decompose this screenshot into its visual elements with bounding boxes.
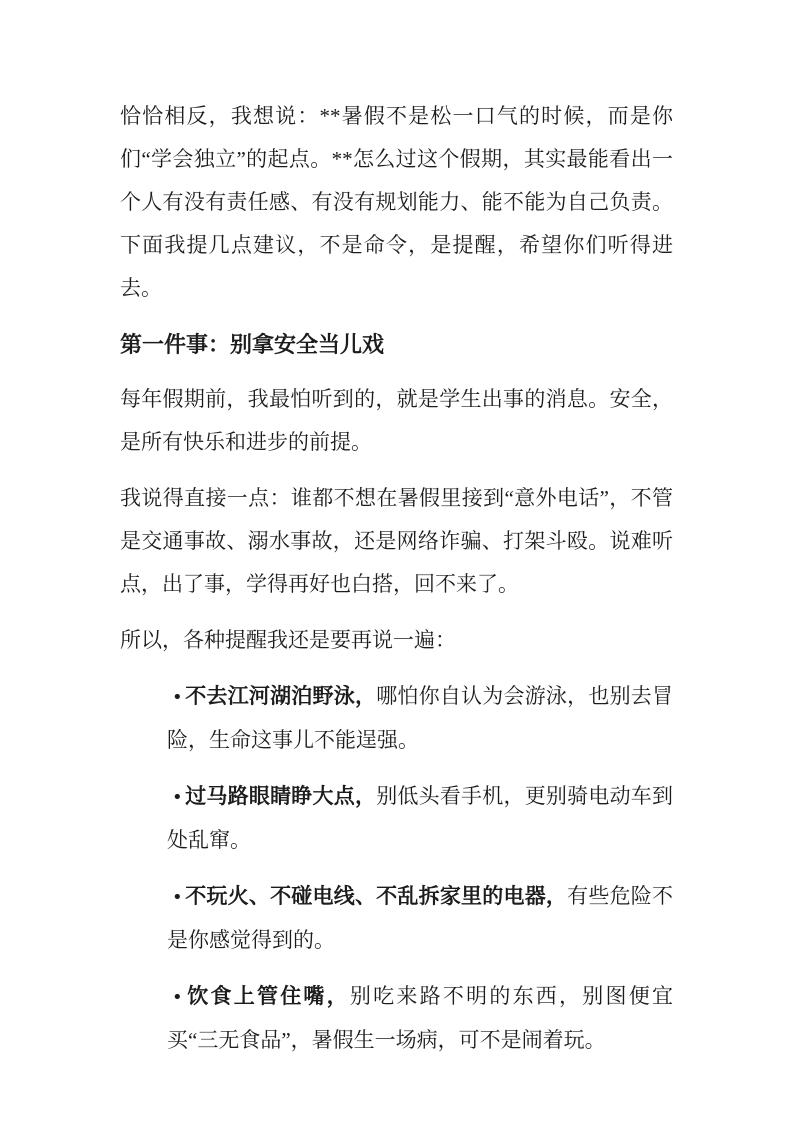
heading-first-thing: 第一件事：别拿安全当儿戏 [120, 332, 385, 357]
bullet-road-safety [167, 775, 673, 862]
paragraph-safety-premise: 每年假期前，我最怕听到的，就是学生出事的消息。安全，是所有快乐和进步的前提。 [120, 387, 673, 454]
bullet-rest-text: 有些危险不是你感觉得到的。 [167, 884, 674, 952]
safety-bullet-list [120, 675, 673, 1062]
bullet-bold-lead: 不去江河湖泊野泳， [185, 684, 377, 708]
bullet-food-safety [167, 975, 673, 1062]
bullet-rest-text: 别低头看手机，更别骑电动车到处乱窜。 [167, 784, 674, 852]
bullet-fire-electric-safety [167, 875, 673, 962]
bullet-bold-lead: 饮食上管住嘴， [185, 984, 350, 1008]
bullet-rest-text: 哪怕你自认为会游泳，也别去冒险，生命这事儿不能逞强。 [167, 684, 674, 752]
bullet-bold-lead: 过马路眼睛睁大点， [185, 784, 377, 808]
bullet-dot-icon: • [172, 887, 183, 908]
bullet-dot-icon: • [172, 987, 183, 1008]
bullet-dot-icon: • [172, 687, 183, 708]
paragraph-safety-direct: 我说得直接一点：谁都不想在暑假里接到“意外电话”，不管是交通事故、溺水事故，还是网络诈骗、打架斗殴。说难听点，出了事，学得再好也白搭，回不来了。 [120, 486, 673, 596]
paragraph-intro: 恰恰相反，我想说：**暑假不是松一口气的时候，而是你们“学会独立”的起点。**怎么过这个假期，其实最能看出一个人有没有责任感、有没有规划能力、能不能为自己负责。下面我提几点建议，不是命令，是提醒，希望你们听得进去。 [120, 104, 673, 300]
bullet-bold-lead: 不玩火、不碰电线、不乱拆家里的电器， [185, 884, 568, 908]
bullet-rest-text: 别吃来路不明的东西，别图便宜买“三无食品”，暑假生一场病，可不是闹着玩。 [167, 984, 674, 1052]
bullet-no-wild-swimming [167, 675, 673, 762]
bullet-dot-icon: • [172, 787, 183, 808]
paragraph-reminder-lead: 所以，各种提醒我还是要再说一遍： [120, 628, 456, 652]
